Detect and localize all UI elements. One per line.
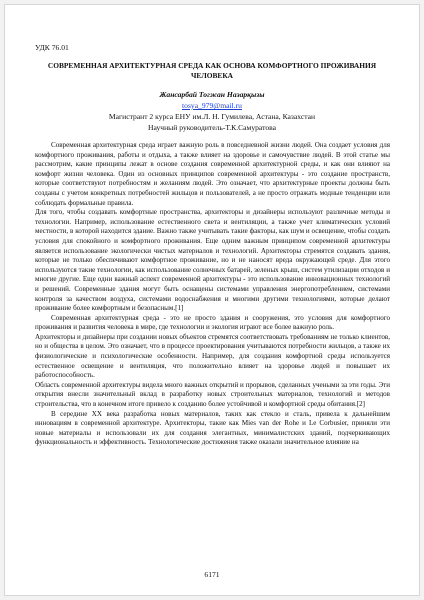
paragraph: Современная архитектурная среда играет важную роль в повседневной жизни людей. Она создает условия для комфортного проживания, работы и отдыха, а также влияет на здоровье и самочувствие людей. В этой статье мы рассмотрим, какие принципы лежат в основе создания современной архитектурной среды, и как они влияют на комфорт жизни человека. Один из основных принципов современной архитектуры - это создание пространств, которые соответствуют потребностям и желаниям людей. Это означает, что архитектурные проекты должны быть созданы с учетом конкретных потребностей жильцов и пользователей, а не просто отражать модные тенденции или соблюдать формальные правила. <box>35 141 390 207</box>
document-page <box>4 4 420 596</box>
author-affiliation: Магистрант 2 курса ЕНУ им.Л. Н. Гумилева, Астана, Казахстан <box>108 112 316 121</box>
udk-code: УДК 76.01 <box>35 43 69 52</box>
author-email-link[interactable]: tosya_979@mail.ru <box>182 101 242 110</box>
paragraph: Архитекторы и дизайнеры при создании новых объектов стремятся соответствовать требованиям не только клиентов, но и общества в целом. Это означает, что в процессе проектирования учитываются потребности жильцов, а также их физиологические и психологические особенности. Например, для создания комфортной среды используется естественное освещение и вентиляция, что положительно влияет на здоровье людей и повышает их работоспособность. <box>35 332 390 380</box>
paragraph: Область современной архитектуры видела много важных открытий и прорывов, сделанных учеными за эти годы. Эти открытия внесли значительный вклад в разработку новых строительных материалов, технологий и методов строительства, что в конечном итоге привело к созданию более устойчивой и комфортной среды обитания.[2] <box>35 380 390 409</box>
article-body <box>35 141 390 448</box>
author-name: Жансарбай Тогжан Назарқызы <box>159 90 265 99</box>
paragraph: В середине XX века разработка новых материалов, таких как стекло и сталь, привела к дальнейшим инновациям в современной архитектуре. Архитекторы, такие как Mies van der Rohe и Le Corbusier, приняли эти новые материалы и использовали их для создания элегантных, минималистских зданий, подчеркивающих функциональность и эффективность. Технологические достижения также оказали значительное влияние на <box>35 409 390 447</box>
article-title: СОВРЕМЕННАЯ АРХИТЕКТУРНАЯ СРЕДА КАК ОСНОВА КОМФОРТНОГО ПРОЖИВАНИЯ ЧЕЛОВЕКА <box>47 61 377 80</box>
scientific-advisor: Научный руководитель-Т.К.Самуратова <box>148 123 276 132</box>
author-block <box>35 89 389 133</box>
page-number: 6171 <box>204 570 220 579</box>
paragraph: Современная архитектурная среда - это не просто здания и сооружения, это условия для комфортного проживания и развития человека в мире, где технологии и экология играют все более важную роль. <box>35 313 390 332</box>
paragraph: Для того, чтобы создавать комфортные пространства, архитекторы и дизайнеры используют различные методы и технологии. Например, использование естественного света и вентиляции, а также учет климатических условий местности, в которой находится здание. Важно также учитывать такие факторы, как шум и освещение, чтобы создать условия для спокойного и комфортного проживания. Еще одним важным принципом современной архитектуры является использование экологически чистых материалов и технологий. Архитекторы стремятся создавать здания, которые не только обеспечивают комфортное проживание, но и не наносят вреда окружающей среде. Для этого используются такие технологии, как использование солнечных батарей, зеленых крыш, систем утилизации отходов и многие другие. Еще одни важный аспект современной архитектуры - это использование инновационных технологий и решений. Современные здания могут быть оснащены системами управления энергопотреблением, системами контроля за качеством воздуха, системами водоснабжения и многими другими технологиями, которые делают проживание более комфортным и безопасным.[1] <box>35 208 390 313</box>
